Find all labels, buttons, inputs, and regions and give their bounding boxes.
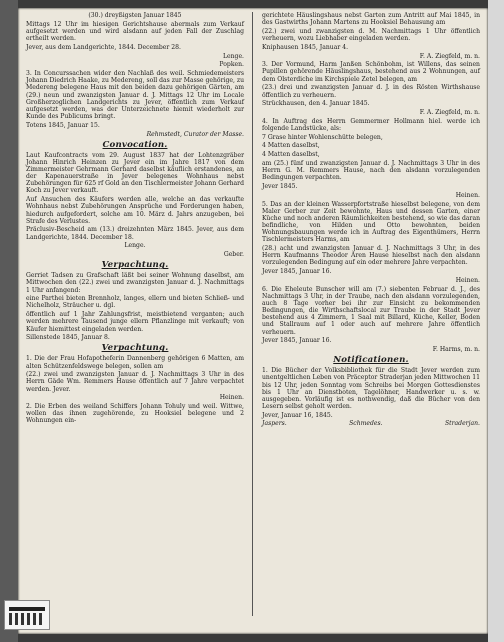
paragraph: Auf Ansuchen des Käufers werden alle, welche an das verkaufte Wohnhaus nebst Zubehörungen Ansprüche und Forderungen haben, hiedurch aufgefordert, solche am 10. März d. Jahrs anzugeben, bei Strafe des Verlustes. [26, 196, 244, 225]
paragraph: (28.) acht und zwanzigsten Januar d. J. Nachmittags 3 Uhr, in des Herrn Kaufmanns Theodor Aren Hause hieselbst nach den alsdann vorzulegenden Bedingung auf ein oder mehrere Jahre verpachten. [262, 245, 480, 267]
section-heading: Verpachtung. [101, 343, 169, 354]
library-logo [4, 600, 50, 630]
paragraph: (23.) drei und zwanzigsten Januar d. J. in des Rösten Wirthshause öffentlich zu verheuern. [262, 84, 480, 99]
signature-name: Schmedes. [349, 420, 383, 428]
paragraph: Sillenstede 1845, Januar 8. [26, 334, 110, 342]
paragraph: 1. Die Bücher der Volksbibliothek für die Stadt Jever werden zum unentgeltlichen Leben von Präceptor Straderjan jeden Mittwochen 11 bis 12 Uhr, jeden Sonntag vom Schreibs bei Morgen Gottesdienstes bis 1 Uhr an Dienstboten, Tagelöhner, Handwerker u. s. w. ausgegeben. Vorläufig ist es nothwendig, daß die Bücher von den Lesern selbst geholt werden. [262, 367, 480, 410]
paragraph: 4. In Auftrag des Herrn Gemmermer Hollmann hiel. werde ich folgende Landstücke, als: [262, 117, 480, 132]
paragraph: Kniphausen 1845, Januar 4. [262, 43, 349, 51]
paragraph: 4 Matten daselbst, [262, 142, 320, 150]
logo-bar [9, 607, 45, 611]
paragraph: Lenge. [222, 52, 244, 60]
newspaper-page [18, 8, 488, 634]
paragraph: 2. Die Erben des weiland Schiffers Johann Tohuly und weil. Wittwe, wollen das ihnen zugehörende, zu Hooksiel belegene und 2 Wohnungen ein- [26, 403, 244, 425]
paragraph: Rehmstedt, Curator der Masse. [146, 130, 244, 138]
paragraph: eine Parthei bieten Brennholz, langes, ellern und bieten Schließ- und Nichelholz, Sträucher u. dgl. [26, 295, 244, 310]
signature-name: Jaspers. [262, 420, 287, 428]
paragraph: 6. Die Eheleute Bunscher will am (7.) siebenten Februar d. J., des Nachmittags 3 Uhr, in der Traube, nach den alsdann vorzulegenden, auch 8 Tage vorher bei ihr zur Einsicht zu bekommenden Bedingungen, die Wirthschaftslocal zur Traube in der Stadt Jever bestehend aus 4 Zimmern, 1 Saal mit Billard, Küche, Keller, Boden und Stallraum auf 1 oder auch auf mehrere Jahre öffentlich verheuern. [262, 285, 480, 336]
paragraph: 1. Die der Frau Hofapotheferin Dannenberg gehörigen 6 Matten, am alten Schützenfeldswege belegen, sollen am [26, 355, 244, 370]
section-heading: Convocation. [102, 139, 168, 150]
left-column [26, 12, 244, 426]
paragraph: 4 Matten daselbst, [262, 151, 320, 159]
paragraph: gerichtete Häuslingshaus nebst Garten zum Antritt auf Mai 1845, in des Gastwirths Johann Martens zu Hooksiel Behausung am [262, 12, 480, 27]
paragraph: (22.) zwei und zwanzigsten Januar d. J. Nachmittags 3 Uhr in des Herrn Gäde Wm. Remmers Hause öffentlich auf 7 Jahre verpachtet werden. Jever. [26, 371, 244, 393]
paragraph: öffentlich auf 1 Jahr Zahlungsfrist, meistbietend verganten; auch werden mehrere Tausend junge ellern Pflanzlinge mit verkauft; von Käufer hiemittest eingeladen werden. [26, 311, 244, 333]
paragraph: Jever 1845, Januar 16. [262, 268, 332, 276]
section-heading: Verpachtung. [101, 260, 169, 271]
paragraph: 7 Grase hinter Wohlenschütte belegen, [262, 133, 383, 141]
paragraph: Popken. [219, 61, 244, 69]
section-heading: Notificationen. [333, 355, 409, 366]
logo-columns [9, 613, 45, 625]
paragraph: Jever 1845, Januar 16. [262, 337, 332, 345]
paragraph: F. A. Ziegfeld, m. n. [419, 109, 480, 117]
signatures [262, 420, 480, 427]
paragraph: 3. Der Vormund, Harm Janßen Schönbohm, ist Willens, das seinen Pupillen gehörende Häuslingshaus, bestehend aus 2 Wohnungen, auf dem Olsterdiche im Kirchspiele Zetel belegen, am [262, 61, 480, 83]
scan-border-left [0, 0, 18, 642]
scan-border-right [488, 0, 504, 642]
paragraph: am (25.) fünf und zwanzigsten Januar d. J. Nachmittags 3 Uhr in des Herrn G. M. Remmers Hause, nach den alsdann vorzulegenden Bedingungen verpachten. [262, 159, 480, 182]
paragraph: Heinen. [455, 276, 480, 284]
paragraph: Totens 1845, Januar 15. [26, 121, 100, 129]
paragraph: Jever 1845. [262, 183, 298, 190]
signature-name: Straderjan. [445, 420, 480, 428]
paragraph: (22.) zwei und zwanzigsten d. M. Nachmittags 1 Uhr öffentlich verheuern, wozu Liebhaber eingeladen werden. [262, 27, 480, 43]
paragraph: Heinen. [219, 394, 244, 402]
paragraph: Jever, aus dem Landgerichte, 1844. December 28. [26, 43, 181, 51]
column-divider [252, 12, 253, 616]
paragraph: Mittags 12 Uhr im hiesigen Gerichtshause abermals zum Verkauf aufgesetzt werden und wird alsdann auf jeden Fall der Zuschlag ertheilt werden. [26, 20, 244, 43]
paragraph: Jever, Januar 16, 1845. [262, 411, 333, 419]
right-column [262, 12, 480, 428]
paragraph: Präclusiv-Bescheid am (13.) dreizehnten März 1845. Jever, aus dem Landgerichte, 1844. December 18. [26, 226, 244, 241]
paragraph: Strückhausen, den 4. Januar 1845. [262, 100, 370, 108]
paragraph: Geber. [223, 251, 244, 259]
paragraph: Laut Kaufcontracts vom 29. August 1837 hat der Lohtenzgräber Johann Hinrich Heinzen zu Jever ein im Jahre 1817 von dem Zimmermeister Gehrmann Gerhard daselbst käuflich erstandenes, an der Kapenauerstraße in Jever belegenes Wohnhaus nebst Zubehörungen für 625 rf Gold an den Tischlermeister Johann Gerhard Koch zu Jever verkauft. [26, 151, 244, 195]
paragraph: Lenge. [124, 242, 146, 250]
paragraph: (30.) dreyßigsten Januar 1845 [88, 12, 182, 19]
paragraph: F. A. Ziegfeld, m. n. [419, 52, 480, 60]
paragraph: Gerriet Tadsen zu Grafschaft läßt bei seiner Wohnung daselbst, am Mittwochen den (22.) zwei und zwanzigsten Januar d. J. Nachmittags 1 Uhr anfangend: [26, 272, 244, 294]
paragraph: Heinen. [455, 191, 480, 199]
paragraph: F. Harms, m. n. [432, 346, 480, 354]
paragraph: 5. Das an der kleinen Wasserpfortstraße hieselbst belegene, von dem Maler Gerber zur Zeit bewohnte, Haus und dessen Garten, einer Küche und noch anderen Räumlichkeiten bestehend, so wie das daran befindliche, von Hilden und Otto bewohnten, beiden Wohnungsbauungen werde ich in Auftrag des Eigenthümers, Herrn Tischlermeisters Harms, am [262, 200, 480, 244]
paragraph: 3. In Concurssachen wider den Nachlaß des weil. Schmiedemeisters Johann Diedrich Haake, zu Medereng, soll das zur Masse gehörige, zu Medereng belegene Haus mit den beiden dazu gehörigen Gärten, am (29.) neun und zwanzigsten Januar d. J. Mittags 12 Uhr im Locale Großherzoglichen Landgerichts zu Jever, öffentlich zum Verkauf aufgesetzt werden, was der Unterzeichnete hiemit wiederholt zur Kunde des Publicums bringt. [26, 70, 244, 120]
